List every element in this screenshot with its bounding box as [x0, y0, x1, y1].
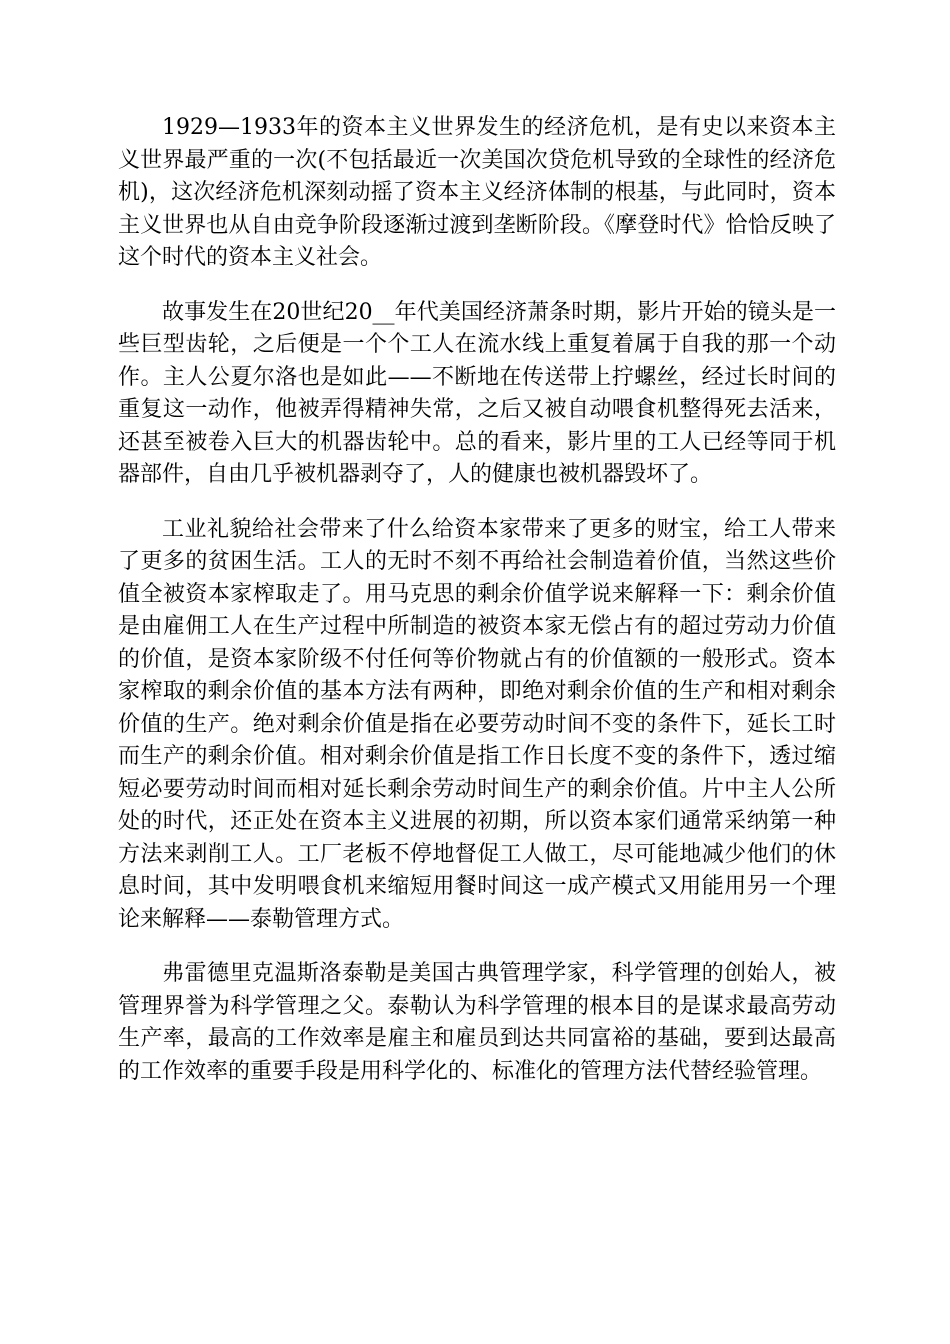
- paragraph-4: 弗雷德里克温斯洛泰勒是美国古典管理学家，科学管理的创始人，被管理界誉为科学管理之父。泰勒认为科学管理的根本目的是谋求最高劳动生产率，最高的工作效率是雇主和雇员到达共同富裕的基础，要到达最高的工作效率的重要手段是用科学化的、标准化的管理方法代替经验管理。: [118, 961, 836, 1084]
- paragraph-1: 1929—1933年的资本主义世界发生的经济危机，是有史以来资本主义世界最严重的一次(不包括最近一次美国次贷危机导致的全球性的经济危机)，这次经济危机深刻动摇了资本主义经济体制的根基，与此同时，资本主义世界也从自由竞争阶段逐渐过渡到垄断阶段。《摩登时代》恰恰反映了这个时代的资本主义社会。: [118, 115, 836, 270]
- document-body: [118, 112, 836, 1110]
- paragraph-3: 工业礼貌给社会带来了什么给资本家带来了更多的财宝，给工人带来了更多的贫困生活。工人的无时不刻不再给社会制造着价值，当然这些价值全被资本家榨取走了。用马克思的剩余价值学说来解释一下：剩余价值是由雇佣工人在生产过程中所制造的被资本家无偿占有的超过劳动力价值的价值，是资本家阶级不付任何等价物就占有的价值额的一般形式。资本家榨取的剩余价值的基本方法有两种，即绝对剩余价值的生产和相对剩余价值的生产。绝对剩余价值是指在必要劳动时间不变的条件下，延长工时而生产的剩余价值。相对剩余价值是指工作日长度不变的条件下，透过缩短必要劳动时间而相对延长剩余劳动时间生产的剩余价值。片中主人公所处的时代，还正处在资本主义进展的初期，所以资本家们通常采纳第一种方法来剥削工人。工厂老板不停地督促工人做工，尽可能地减少他们的休息时间，其中发明喂食机来缩短用餐时间这一成产模式又用能用另一个理论来解释——泰勒管理方式。: [118, 516, 836, 932]
- paragraph-2: 故事发生在20世纪20__年代美国经济萧条时期，影片开始的镜头是一些巨型齿轮，之后便是一个个工人在流水线上重复着属于自我的那一个动作。主人公夏尔洛也是如此——不断地在传送带上拧螺丝，经过长时间的重复这一动作，他被弄得精神失常，之后又被自动喂食机整得死去活来，还甚至被卷入巨大的机器齿轮中。总的看来，影片里的工人已经等同于机器部件，自由几乎被机器剥夺了，人的健康也被机器毁坏了。: [118, 299, 836, 487]
